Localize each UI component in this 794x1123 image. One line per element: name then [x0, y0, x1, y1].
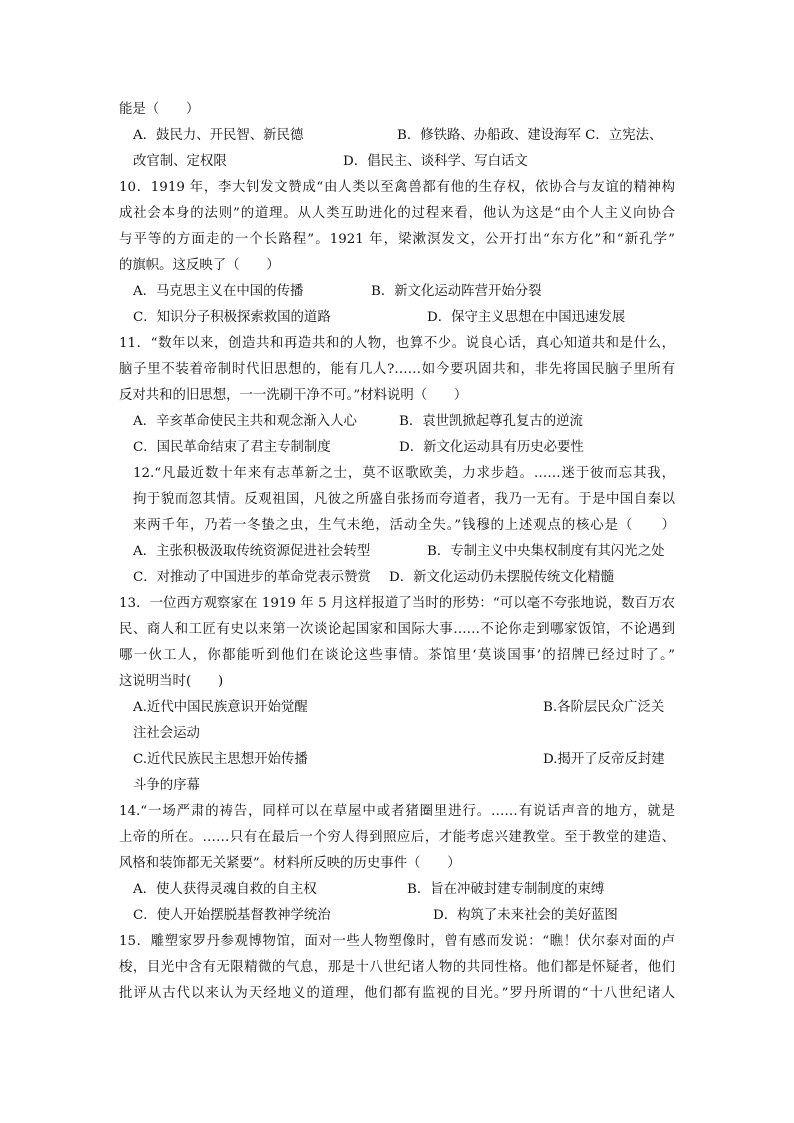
q12-stem-line: 12.“凡最近数十年来有志革新之士，莫不讴歌欧美，力求步趋。……迷于彼而忘其我， [133, 466, 675, 481]
q12-stem-line: 拘于貌而忽其情。反观祖国，凡彼之所盛自张扬而夸道者，我乃一无有。于是中国自秦以 [133, 492, 675, 507]
q9-option-b-c: B．修铁路、办船政、建设海军 C．立宪法、 [397, 128, 663, 143]
q11-option-c: C．国民革命结束了君主专制制度 [133, 440, 331, 455]
q12-option-c: C．对推动了中国进步的革命党表示赞赏 [133, 570, 371, 585]
q13-option-b: B.各阶层民众广泛关 [543, 700, 665, 715]
q13-option-d-cont: 斗争的序幕 [133, 778, 200, 793]
q9-stem-tail: 能是（ ） [119, 102, 200, 117]
q15-stem-line: 15．雕塑家罗丹参观博物馆，面对一些人物塑像时，曾有感而发说：“瞧！伏尔泰对面的卢 [119, 934, 675, 949]
q10-stem-line: 与平等的方面走的一个长路程”。1921 年，梁漱溟发文，公开打出“东方化”和“新孔学” [119, 232, 675, 247]
q13-stem-line: 哪一伙工人，你都能听到他们在谈论这些事情。茶馆里‘莫谈国事’的招牌已经过时了。” [119, 648, 675, 663]
q14-option-b: B．旨在冲破封建专制制度的束缚 [407, 882, 605, 897]
q9-option-a: A．鼓民力、开民智、新民德 [133, 128, 304, 143]
q12-option-b: B．专制主义中央集权制度有其闪光之处 [427, 544, 665, 559]
q10-stem-line: 的旗帜。这反映了（ ） [119, 258, 280, 273]
q15-stem-line: 批评从古代以来认为天经地义的道理，他们都有监视的目光。”罗丹所谓的“十八世纪诸人 [119, 986, 675, 1001]
q10-stem-line: 成社会本身的法则”的道理。从人类互助进化的过程来看，他认为这是“由个人主义向协合 [119, 206, 675, 221]
q14-option-c: C．使人开始摆脱基督教神学统治 [133, 908, 331, 923]
q11-option-a: A．辛亥革命使民主共和观念渐入人心 [133, 414, 357, 429]
q10-stem-line: 10．1919 年，李大钊发文赞成“由人类以至禽兽都有他的生存权，依协合与友谊的精神构 [119, 180, 675, 195]
q14-option-a: A．使人获得灵魂自救的自主权 [133, 882, 317, 897]
q10-option-d: D．保守主义思想在中国迅速发展 [427, 310, 626, 325]
q11-stem-line: 11．“数年以来，创造共和再造共和的人物，也算不少。说良心话，真心知道共和是什么， [119, 336, 675, 351]
q11-stem-line: 反对共和的旧思想，一一洗刷干净不可。”材料说明（ ） [119, 388, 468, 403]
q9-option-c-cont: 改官制、定权限 [133, 154, 227, 169]
q10-option-a: A．马克思主义在中国的传播 [133, 284, 304, 299]
q13-option-d: D.揭开了反帝反封建 [543, 752, 665, 767]
q14-stem-line: 14.“一场严肃的祷告，同样可以在草屋中或者猪圈里进行。……有说话声音的地方，就是 [119, 804, 675, 819]
q13-option-a: A.近代中国民族意识开始觉醒 [133, 700, 308, 715]
q14-stem-line: 风格和装饰都无关紧要”。材料所反映的历史事件（ ） [119, 856, 461, 871]
q9-option-d: D．倡民主、谈科学、写白话文 [343, 154, 528, 169]
q13-option-b-cont: 注社会运动 [133, 726, 200, 741]
q11-stem-line: 脑子里不装着帝制时代旧思想的，能有几人?……如今要巩固共和，非先将国民脑子里所有 [119, 362, 675, 377]
q14-stem-line: 上帝的所在。……只有在最后一个穷人得到照应后，才能考虑兴建教堂。至于教堂的建造、 [119, 830, 675, 845]
q15-stem-line: 梭，目光中含有无限精微的气息，那是十八世纪诸人物的共同性格。他们都是怀疑者，他们 [119, 960, 675, 975]
q12-option-a: A．主张积极汲取传统资源促进社会转型 [133, 544, 371, 559]
q11-option-b: B．袁世凯掀起尊孔复古的逆流 [399, 414, 583, 429]
q11-option-d: D．新文化运动具有历史必要性 [399, 440, 584, 455]
q13-stem-line: 民、商人和工匠有史以来第一次谈论起国家和国际大事……不论你走到哪家饭馆，不论遇到 [119, 622, 675, 637]
q13-stem-line: 13．一位西方观察家在 1919 年 5 月这样报道了当时的形势：“可以毫不夸张地说，数百万农 [119, 596, 675, 611]
q10-option-b: B．新文化运动阵营开始分裂 [371, 284, 542, 299]
q12-option-d: D．新文化运动仍未摆脱传统文化精髓 [389, 570, 614, 585]
q12-stem-line: 来两千年，乃若一冬蛰之虫，生气未绝，活动全失。”钱穆的上述观点的核心是（ ） [133, 518, 675, 533]
q10-option-c: C．知识分子积极探索救国的道路 [133, 310, 331, 325]
q13-option-c: C.近代民族民主思想开始传播 [133, 752, 308, 767]
q14-option-d: D．构筑了未来社会的美好蓝图 [433, 908, 618, 923]
q13-stem-line: 这说明当时( ) [119, 674, 224, 689]
